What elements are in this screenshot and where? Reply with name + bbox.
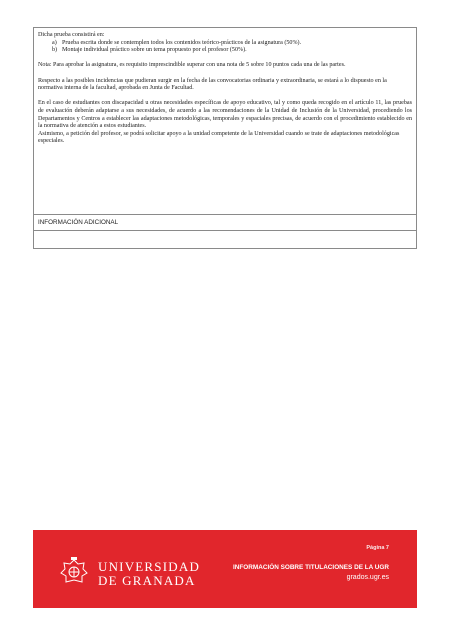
degrees-website[interactable]: grados.ugr.es [346, 574, 389, 581]
support-request-paragraph: Asimismo, a petición del profesor, se podrá solicitar apoyo a la unidad competente de la Universidad cuando se trate de adaptaciones metodológicas especiales. [38, 130, 400, 145]
list-item [38, 47, 412, 55]
list-marker: b) [52, 47, 58, 54]
university-crest-icon [58, 556, 90, 588]
page-number: Página 7 [366, 545, 389, 551]
evaluation-section [33, 27, 417, 215]
disability-paragraph: En el caso de estudiantes con discapacidad u otras necesidades específicas de apoyo educativo, tal y como queda recogido en el artículo 11, las pruebas de evaluación deberán adaptarse a sus necesidades, de acuerdo a las recomendaciones de la Unidad de Inclusión de la Universidad, procediendo los Departamentos y Centros a establecer las adaptaciones metodológicas, temporales y espaciales precisas, de acuerdo con el procedimiento establecido en la normativa de atención a estos estudiantes. [38, 100, 412, 130]
degrees-info-title: INFORMACIÓN SOBRE TITULACIONES DE LA UGR [233, 564, 389, 571]
list-item-text: Montaje individual práctico sobre un tema propuesto por el profesor (50%). [62, 47, 247, 54]
list-item-text: Prueba escrita donde se contemplen todos los contenidos teórico-prácticos de la asignatura (50%). [62, 39, 302, 46]
evaluation-list [38, 40, 412, 55]
incidents-paragraph: Respecto a las posibles incidencias que pudieran surgir en la fecha de las convocatorias ordinaria y extraordinaria, se estará a lo dispuesto en la normativa interna de la facultad, aprobada en Junta de Facultad. [38, 77, 387, 92]
university-name-line2: DE GRANADA [98, 573, 196, 588]
grading-note: Nota: Para aprobar la asignatura, es requisito imprescindible superar con una nota de 5 sobre 10 puntos cada una de las partes. [38, 62, 346, 69]
page-footer [33, 530, 417, 608]
evaluation-intro: Dicha prueba consistirá en: [38, 32, 105, 38]
additional-info-body [33, 231, 417, 249]
additional-info-heading: INFORMACIÓN ADICIONAL [33, 215, 417, 231]
list-marker: a) [52, 39, 57, 46]
university-name-line1: UNIVERSIDAD [98, 559, 201, 574]
